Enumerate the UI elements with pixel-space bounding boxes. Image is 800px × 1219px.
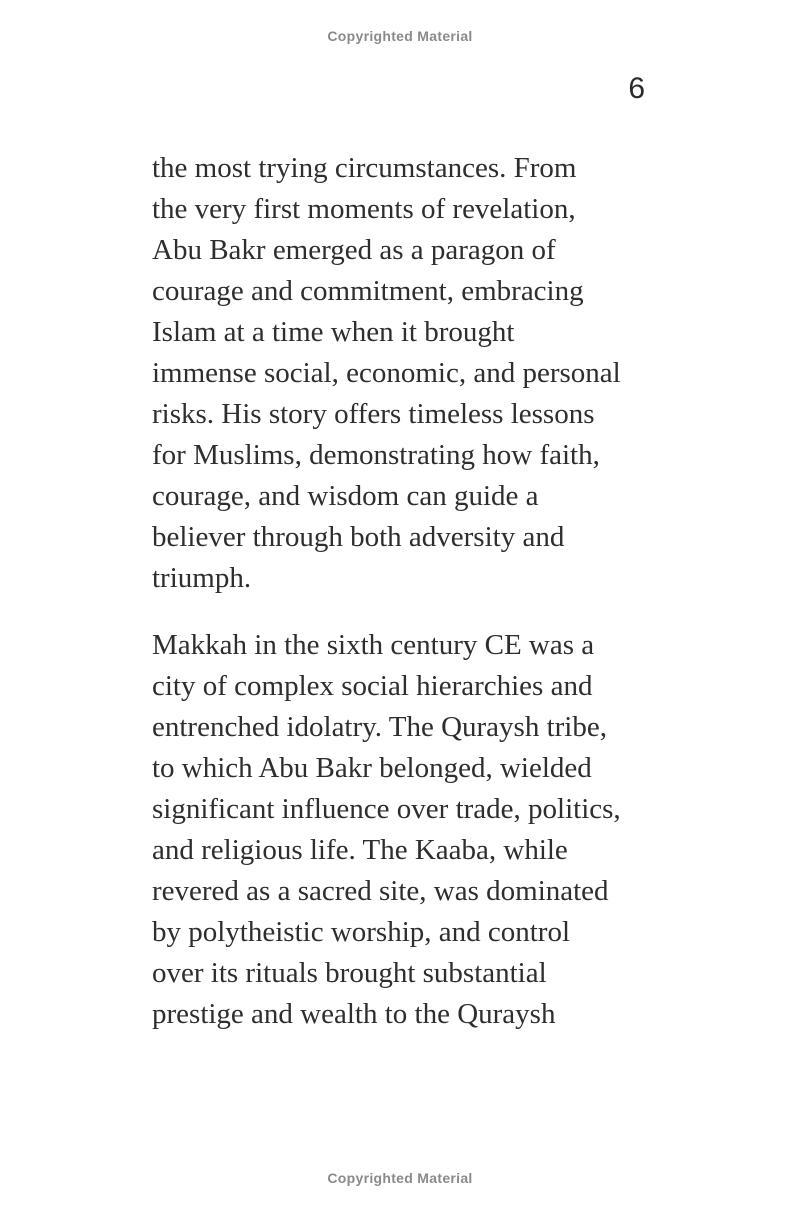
text-line: over its rituals brought substantial [152, 957, 547, 989]
page-number: 6 [628, 72, 645, 105]
text-line: to which Abu Bakr belonged, wielded [152, 752, 592, 784]
text-line: the most trying circumstances. From [152, 152, 577, 184]
text-line: courage and commitment, embracing [152, 275, 584, 307]
text-line: triumph. [152, 562, 252, 594]
text-line: and religious life. The Kaaba, while [152, 834, 568, 866]
body-text [152, 148, 672, 1035]
copyright-notice-top: Copyrighted Material [327, 28, 473, 44]
text-line: courage, and wisdom can guide a [152, 480, 539, 512]
text-line: risks. His story offers timeless lessons [152, 398, 595, 430]
text-line: revered as a sacred site, was dominated [152, 875, 609, 907]
text-line: entrenched idolatry. The Quraysh tribe, [152, 711, 607, 743]
paragraph-2 [152, 625, 672, 1035]
text-line: Abu Bakr emerged as a paragon of [152, 234, 556, 266]
text-line: prestige and wealth to the Quraysh [152, 998, 556, 1030]
text-line: Islam at a time when it brought [152, 316, 515, 348]
text-line: believer through both adversity and [152, 521, 565, 553]
text-line: city of complex social hierarchies and [152, 670, 593, 702]
text-line: by polytheistic worship, and control [152, 916, 571, 948]
text-line: Makkah in the sixth century CE was a [152, 629, 595, 661]
text-line: for Muslims, demonstrating how faith, [152, 439, 600, 471]
text-line: significant influence over trade, politics, [152, 793, 621, 825]
copyright-notice-bottom: Copyrighted Material [327, 1170, 473, 1186]
text-line: immense social, economic, and personal [152, 357, 621, 389]
paragraph-1 [152, 148, 672, 599]
text-line: the very first moments of revelation, [152, 193, 576, 225]
